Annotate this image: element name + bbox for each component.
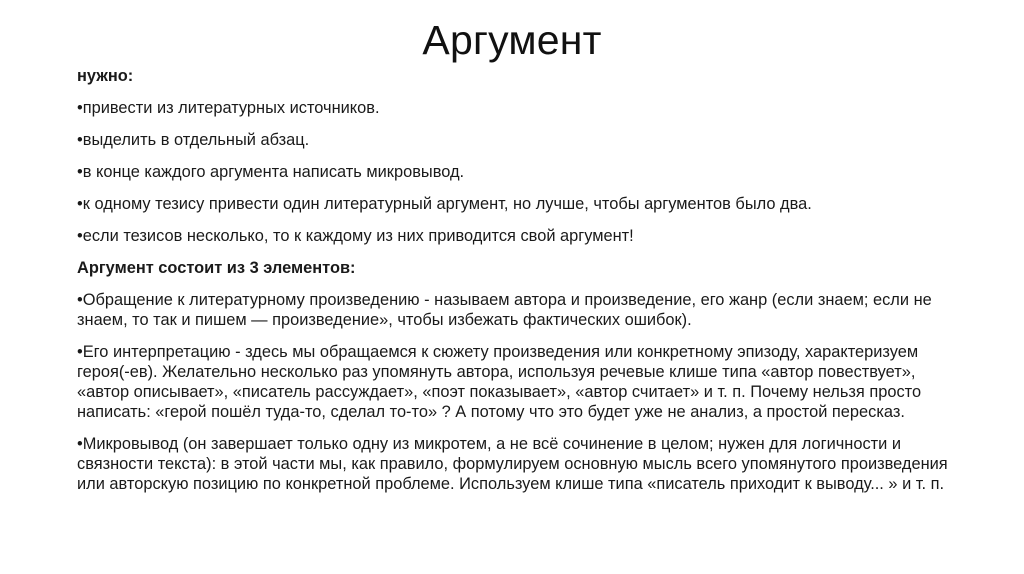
heading-need: нужно: (77, 67, 134, 85)
element-item-3: • Микровывод (он завершает только одну из микротем, а не всё сочинение в целом; нужен для логичности и связности текста): в этой части мы, как правило, формулируем основную мысль всего упомянутого произведения или авторскую позицию по конкретной проблеме. Используем клише типа «писатель приходит к выводу... » и т. п. (77, 434, 957, 494)
slide-title: Аргумент (422, 17, 602, 63)
need-item-3: • в конце каждого аргумента написать микровывод. (77, 162, 957, 182)
slide-body (77, 66, 957, 506)
element-item-2: • Его интерпретацию - здесь мы обращаемся к сюжету произведения или конкретному эпизоду, характеризуем героя(-ев). Желательно несколько раз упомянуть автора, используя речевые клише типа «автор повествует», «автор описывает», «писатель рассуждает», «поэт показывает», «автор считает» и т. п. Почему нельзя просто написать: «герой пошёл туда-то, сделал то-то» ? А потому что это будет уже не анализ, а простой пересказ. (77, 342, 957, 422)
need-item-4: • к одному тезису привести один литературный аргумент, но лучше, чтобы аргументов было два. (77, 194, 957, 214)
element-item-1: • Обращение к литературному произведению - называем автора и произведение, его жанр (если знаем; если не знаем, то так и пишем — произведение», чтобы избежать фактических ошибок). (77, 290, 957, 330)
need-item-1: • привести из литературных источников. (77, 98, 957, 118)
need-item-5: • если тезисов несколько, то к каждому из них приводится свой аргумент! (77, 226, 957, 246)
need-item-2: • выделить в отдельный абзац. (77, 130, 957, 150)
heading-elements: Аргумент состоит из 3 элементов: (77, 259, 356, 277)
